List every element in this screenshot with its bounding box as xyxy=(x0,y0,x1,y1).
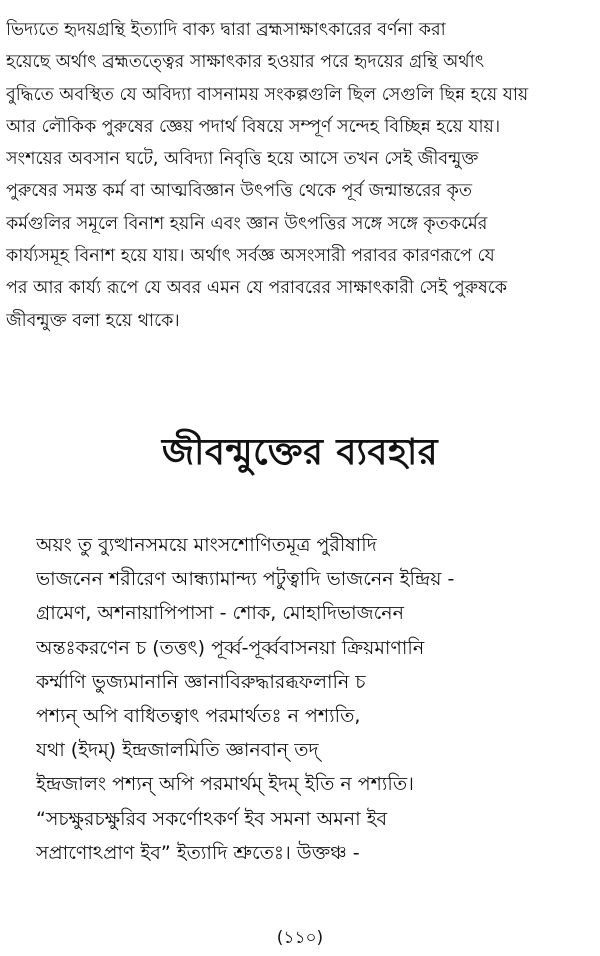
paragraph-line: বুদ্ধিতে অবস্থিত যে অবিদ্যা বাসনাময় সংকল্পগুলি ছিল সেগুলি ছিন্ন হয়ে যায় xyxy=(6,84,529,105)
paragraph-line: সংশয়ের অবসান ঘটে, অবিদ্যা নিবৃত্তি হয়ে আসে তখন সেই জীবন্মুক্ত xyxy=(6,149,479,170)
verse-line: ইন্দ্রজালং পশ্যন্ অপি পরমার্থম্ ইদম্ ইতি ন পশ্যতি। xyxy=(36,773,414,796)
paragraph-line: জীবন্মুক্ত বলা হয়ে থাকে। xyxy=(6,310,180,331)
page-number: (১১০) xyxy=(276,928,324,948)
verse-line: পশ্যন্ অপি বাধিতত্বাৎ পরমার্থতঃ ন পশ্যতি, xyxy=(36,705,361,728)
paragraph-line: হয়েছে অর্থাৎ ব্রহ্মতত্ত্বের সাক্ষাৎকার হওয়ার পরে হৃদয়ের গ্রন্থি অর্থাৎ xyxy=(6,52,485,73)
verse-line: যথা (ইদম্) ইন্দ্রজালমিতি জ্ঞানবান্ তদ্ xyxy=(36,739,319,762)
paragraph-line: ভিদ্যতে হৃদয়গ্রন্থি ইত্যাদি বাক্য দ্বারা ব্রহ্মসাক্ষাৎকারের বর্ণনা করা xyxy=(6,20,446,40)
sanskrit-verse xyxy=(36,528,596,870)
paragraph-line: আর লৌকিক পুরুষের জ্ঞেয় পদার্থ বিষয়ে সম্পূর্ণ সন্দেহ বিচ্ছিন্ন হয়ে যায়। xyxy=(6,116,501,137)
verse-line: সপ্রাণোঽপ্রাণ ইব” ইত্যাদি শ্রুতেঃ। উক্তঞ্চ - xyxy=(36,841,360,864)
body-paragraph xyxy=(6,14,594,337)
paragraph-line: পর আর কার্য্য রূপে যে অবর এমন যে পরাবরের সাক্ষাৎকারী সেই পুরুষকে xyxy=(6,278,508,299)
verse-line: অয়ং তু ব্যুত্থানসময়ে মাংসশোণিতমূত্র পুরীষাদি xyxy=(36,534,377,556)
verse-line: অন্তঃকরণেন চ (তত্তৎ) পূর্ব্ব-পূর্ব্ববাসনয়া ক্রিয়মাণানি xyxy=(36,636,425,659)
verse-line: “সচক্ষুরচক্ষুরিব সকর্ণোঽকর্ণ ইব সমনা অমনা ইব xyxy=(36,807,388,830)
verse-line: ভাজনেন শরীরেণ আন্ধ্যামান্দ্য পটুত্বাদি ভাজনেন ইন্দ্রিয় - xyxy=(36,568,455,591)
section-heading: জীবন্মুক্তের ব্যবহার xyxy=(161,432,439,473)
paragraph-line: কার্য্যসমূহ বিনাশ হয়ে যায়। অর্থাৎ সর্বজ্ঞ অসংসারী পরাবর কারণরূপে যে xyxy=(6,246,495,267)
verse-line: কর্ম্মাণি ভুজ্যমানানি জ্ঞানাবিরুদ্ধারব্ধফলানি চ xyxy=(36,670,366,693)
verse-line: গ্রামেণ, অশনায়াপিপাসা - শোক, মোহাদিভাজনেন xyxy=(36,602,404,625)
paragraph-line: কর্মগুলির সমূলে বিনাশ হয়নি এবং জ্ঞান উৎপত্তির সঙ্গে সঙ্গে কৃতকর্মের xyxy=(6,213,488,234)
paragraph-line: পুরুষের সমস্ত কর্ম বা আত্মবিজ্ঞান উৎপত্তি থেকে পূর্ব জন্মান্তরের কৃত xyxy=(6,181,473,202)
